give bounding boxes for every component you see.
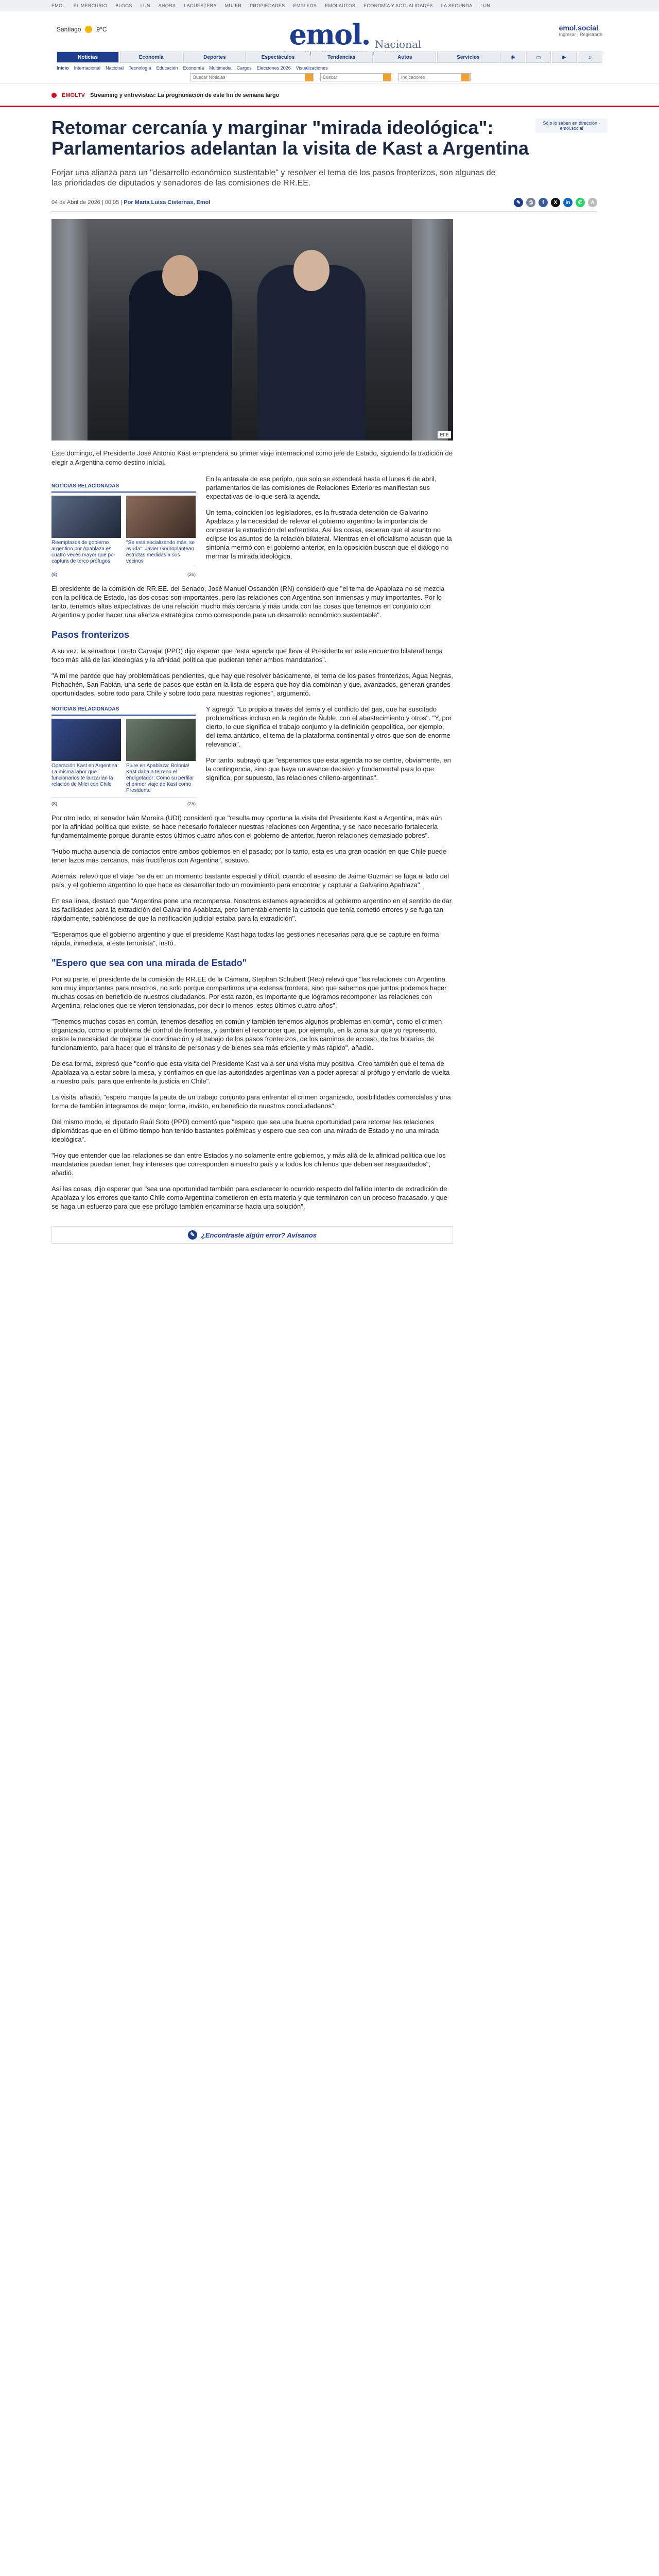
share-bar: [514, 198, 597, 207]
menu-item-noticias[interactable]: Noticias: [57, 52, 119, 63]
topnav-item[interactable]: EMOLAUTOS: [325, 3, 356, 8]
paragraph: Así las cosas, dijo esperar que "sea una oportunidad también para esclarecer lo ocurrido respecto del fallido intento de extradición de Apablaza y los errores que tanto Chile como Argentina cometieron en esta materia y que terminaron con un proceso fracasado, y que se haga un esfuerzo para que ese prófugo también encaminarse hacia una solución".: [51, 1185, 447, 1210]
topnav-item[interactable]: EL MERCURIO: [73, 3, 108, 8]
breaking-label: EMOLTV: [62, 92, 85, 98]
comment-icon[interactable]: ✎: [514, 198, 523, 207]
main-menu: [57, 52, 602, 63]
topnav-item[interactable]: AHORA: [158, 3, 176, 8]
paragraph: Por su parte, el presidente de la comisión de RR.EE de la Cámara, Stephan Schubert (Rep) relevó que "las relaciones con Argentina son muy importantes para nosotros, no solo porque compartimos una extensa frontera, sino que sabemos que juntos podemos hacer muchas cosas en beneficio de nuestros ciudadanos. Por esta razón, es importante que logramos recomponer las relaciones con Argentina, relaciones que se vieron tensionadas, por decir lo menos, estos últimos cuatro años".: [51, 975, 447, 1009]
report-error-button[interactable]: [51, 1226, 453, 1244]
chevron-down-icon[interactable]: [461, 74, 470, 81]
paragraph: "Hoy que entender que las relaciones se dan entre Estados y no solamente entre gobiernos, y más allá de la afinidad política que los mandatarios puedan tener, hay intereses que corresponden a nuestro país y a todos los chilenos que deben ser resguardados", añadió.: [51, 1151, 446, 1177]
paragraph: En esa línea, destacó que "Argentina pone una recompensa. Nosotros estamos agradecidos al gobierno argentino en el sentido de dar las facilidades para la extradición del Galvarino Apablaza, pero lamentablemente la custodia que tenía cometió errores y se fuga tan rápidamente, sabiéndose de que la notificación judicial estaba para la extradición".: [51, 897, 452, 922]
related-item[interactable]: "Se está socializando más, se ayuda": Javier Gorrioplantean estrictas medidas a sus vecinos: [126, 496, 196, 565]
topnav-item[interactable]: LUN: [480, 3, 491, 8]
article-author[interactable]: Por María Luisa Cisternas, Emol: [124, 199, 211, 206]
topnav-item[interactable]: EMPLEOS: [293, 3, 317, 8]
paragraph: Además, relevó que el viaje "se da en un momento bastante especial y difícil, cuando el asesino de Jaime Guzmán se fuga al lado del país, y el gobierno argentino lo que hace es desarrollar todo un movimiento para encontrar y capturar a Galvarino Apablaza".: [51, 872, 449, 889]
related-thumbnail[interactable]: [51, 719, 121, 761]
related-heading: NOTICIAS RELACIONADAS: [51, 705, 196, 716]
photo-column: [51, 219, 88, 440]
comment-count[interactable]: (8): [51, 801, 57, 806]
menu-item-autos[interactable]: Autos: [374, 52, 436, 63]
tv-icon[interactable]: ▭: [526, 52, 551, 63]
paragraph: Por tanto, subrayó que "esperamos que esta agenda no se centre, obviamente, en la contingencia, sino que haya un avance decisivo y fundamental para lo que significa, por supuesto, las relaciones chileno-argentinas".: [206, 756, 451, 782]
topnav-item[interactable]: MUJER: [224, 3, 242, 8]
menu-item-servicios[interactable]: Servicios: [437, 52, 499, 63]
font-size-icon[interactable]: A: [588, 198, 597, 207]
paragraph: "Hubo mucha ausencia de contactos entre ambos gobiernos en el pasado; por lo tanto, esta es una gran ocasión en que Chile puede tener lazos más cercanos, más fructíferos con Argentina", sostuvo.: [51, 848, 447, 864]
topnav-item[interactable]: EMOL: [51, 3, 65, 8]
x-icon[interactable]: X: [551, 198, 560, 207]
comment-count[interactable]: (25): [187, 801, 196, 806]
topnav-item[interactable]: ECONOMÍA Y ACTUALIDADES: [363, 3, 433, 8]
section-name: Nacional: [375, 38, 422, 50]
search-input[interactable]: Buscar Noticias: [190, 73, 314, 81]
photo-figure-head: [162, 255, 198, 296]
report-error-text: ¿Encontraste algún error? Avísanos: [201, 1231, 317, 1239]
paragraph: "Tenemos muchas cosas en común, tenemos desafíos en común y también tenemos algunos problemas en común, como el crimen organizado, como el problema de control de fronteras, y también el reconocer que, por ejemplo, en la zona sur que yo represento, existe la necesidad de mejorar la coordinación y el trabajo de los pasos fronterizos, de los caminos de acceso, de los horarios de funcionamiento, para hacer que el tránsito de personas y de bienes sea más eficiente y más rápido", añadió.: [51, 1018, 442, 1052]
photo-column: [412, 219, 448, 440]
search-input-2[interactable]: Buscar: [320, 73, 392, 81]
article-container: [51, 107, 608, 1244]
paragraph: "Esperamos que el gobierno argentino y que el presidente Kast haga todas las gestiones necesarias para que se capture en forma rápida, inmediata, a este terrorista", instó.: [51, 930, 439, 947]
linkedin-icon[interactable]: in: [563, 198, 573, 207]
submenu-item[interactable]: Educación: [156, 65, 178, 71]
sub-menu: [57, 64, 602, 72]
menu-item-deportes[interactable]: Deportes: [183, 52, 246, 63]
submenu-item[interactable]: Economía: [183, 65, 204, 71]
topnav-item[interactable]: LAGUESTERA: [184, 3, 217, 8]
site-header: [0, 11, 659, 83]
side-note[interactable]: Sólo lo saben en dirección · emol.social: [535, 118, 608, 133]
article-body: [51, 474, 453, 1244]
submenu-item[interactable]: Visualizaciones: [296, 65, 328, 71]
weather-temp: 9°C: [96, 26, 107, 33]
paragraph: Un tema, coinciden los legisladores, es la frustrada detención de Galvarino Apablaza y la necesidad de relevar el gobierno argentino la importancia de concretar la extradición del exfrentista. Así las cosas, esperan que el asunto no eclipse los asuntos de la relación bilateral. Mientras en el oficialismo acusan que la sintonía mermó con el gobierno anterior, en la oposición buscan que el diálogo no mermar la mirada ideológica.: [206, 509, 452, 560]
site-logo[interactable]: [283, 18, 376, 56]
divider: [51, 211, 597, 212]
submenu-item[interactable]: Cargos: [236, 65, 252, 71]
photo-caption: Este domingo, el Presidente José Antonio Kast emprenderá su primer viaje internacional como jefe de Estado, siguiendo la tradición de elegir a Argentina como destino inicial.: [51, 449, 453, 466]
paragraph: El presidente de la comisión de RR.EE. del Senado, José Manuel Ossandón (RN) consideró que "el tema de Apablaza no se mezcla con la política de Estado, las dos cosas son importantes, pero las relaciones con Argentina son inmensas y muy importantes. Por lo tanto, tenemos altas expectativas de una relación mucho más cercana y más unida con las cosas que tenemos en conjunto con Argentina y poder hacer una alianza estratégica como corresponde para un desarrollo económico sustentable".: [51, 585, 445, 619]
submenu-item[interactable]: Internacional: [74, 65, 101, 71]
top-navigation-strip: [0, 0, 659, 11]
photo-figure: [257, 265, 366, 440]
related-item[interactable]: Reemplazos de gobierno argentino por Apablaza es cuatro veces mayor que por captura de terco prófugos: [51, 496, 121, 565]
social-login[interactable]: [559, 24, 602, 37]
submenu-item[interactable]: Tecnología: [129, 65, 151, 71]
print-icon[interactable]: ⎙: [526, 198, 535, 207]
related-item[interactable]: Operación Kast en Argentina: La misma labor que funcionarios te lanzarían la relación de Milei con Chile: [51, 719, 121, 794]
related-news-box: [51, 705, 196, 808]
paragraph: Del mismo modo, el diputado Raúl Soto (PPD) comentó que "espero que sea una buena oportunidad para retomar las relaciones diplomáticas que en el último tiempo han tenido bastantes polémicas y espero que sea con una mirada de Estado y no una mirada ideológica".: [51, 1118, 439, 1143]
indicators-select[interactable]: Indicadores: [398, 73, 471, 81]
topnav-item[interactable]: PROPIEDADES: [250, 3, 285, 8]
topnav-item[interactable]: BLOGS: [115, 3, 132, 8]
paragraph: En la antesala de ese periplo, que solo se extenderá hasta el lunes 6 de abril, parlamentarios de las comisiones de Relaciones Exteriores manifiestan sus expectativas de lo que será la agenda.: [206, 475, 437, 500]
whatsapp-icon[interactable]: ✆: [576, 198, 585, 207]
menu-item-espectaculos[interactable]: Espectáculos: [247, 52, 309, 63]
social-title: emol.social: [559, 24, 598, 32]
paragraph: Por otro lado, el senador Iván Moreira (UDI) consideró que "resulta muy oportuna la visita del Presidente Kast a Argentina, más aún por la afinidad política que existe, se hace necesario fortalecer nuestras relaciones con Argentina, y se hace necesario fortalecerla fundamentalmente porque durante estos últimos cuatro años con el gobierno de anterior, fueron relaciones demasiado pobres".: [51, 814, 442, 839]
menu-item-tendencias[interactable]: Tendencias: [310, 52, 373, 63]
related-thumbnail[interactable]: [51, 496, 121, 538]
comment-count[interactable]: (8): [51, 572, 57, 577]
search-row: [57, 73, 602, 81]
sun-icon: [85, 26, 92, 33]
article-meta: 04 de Abril de 2026 | 00:05 | Por María Luisa Cisternas, Emol ✎ ⎙ f X in ✆ A: [51, 198, 597, 207]
search-icon[interactable]: [383, 74, 391, 81]
article-date: 04 de Abril de 2026 | 00:05: [51, 199, 119, 206]
topnav-item[interactable]: LUN: [140, 3, 150, 8]
related-news-box: [51, 482, 196, 579]
menu-item-economia[interactable]: Economía: [120, 52, 182, 63]
paragraph: A su vez, la senadora Loreto Carvajal (PPD) dijo esperar que "esta agenda que lleva el Presidente en este encuentro bilateral tenga foco más allá de las ideologías y la afinidad política que pudieran tener ambos mandatarios".: [51, 647, 443, 664]
section-heading: Pasos fronterizos: [51, 630, 130, 640]
submenu-item[interactable]: Multimedia: [209, 65, 232, 71]
pencil-icon: ✎: [188, 1230, 197, 1240]
live-dot-icon: [51, 93, 57, 98]
paragraph: La visita, añadió, "espero marque la pauta de un trabajo conjunto para enfrentar el crimen organizado, posibilidades comerciales y una forma de también integramos de mejor forma, invisto, en beneficio de nuestros conciudadanos".: [51, 1093, 451, 1110]
related-item[interactable]: Piure en Apablaza: Bolonia! Kast daba a terreno el endigotador: Cómo su perfilar el primer viaje de Kast como Presidente: [126, 719, 196, 794]
logo-text: emol.: [289, 18, 370, 51]
paragraph: "A mí me parece que hay problemáticas pendientes, que hay que resolver básicamente, el tema de los pasos fronterizos, Agua Negras, Pichachén, San Fabián, una serie de pasos que están en la lista de espera que hoy día combinan y que, avanzados, generan grandes oportunidades, sobre todo para Chile y sobre todo para nuestras regiones", argumentó.: [51, 672, 453, 697]
podcast-icon[interactable]: ♫: [578, 52, 602, 63]
article-photo[interactable]: [51, 219, 453, 440]
social-links[interactable]: Ingresar | Registrarte: [559, 32, 602, 37]
breaking-text[interactable]: Streaming y entrevistas: La programación de este fin de semana largo: [90, 92, 280, 98]
paragraph: Y agregó: "Lo propio a través del tema y el conflicto del gas, que ha suscitado problemáticas incluso en la región de Ñuble, con el abastecimiento y otros". "Y, por cierto, lo que significa el trabajo conjunto y la definición geopolítica, por ejemplo, del tema antártico, el tema de la plataforma continental y otros que son de enorme relevancia".: [206, 705, 452, 748]
paragraph: De esa forma, expresó que "confío que esta visita del Presidente Kast va a ser una visita muy positiva. Creo también que el tema de Apablaza va a estar sobre la mesa, y confiamos en que las autoridades argentinas van a poder apresar al prófugo y enviarlo de vuelta a nuestro país, para que enfrente la justicia en Chile".: [51, 1060, 450, 1085]
search-icon[interactable]: [305, 74, 313, 81]
weather-city: Santiago: [57, 26, 81, 33]
related-heading: NOTICIAS RELACIONADAS: [51, 482, 196, 493]
topnav-item[interactable]: LA SEGUNDA: [441, 3, 473, 8]
related-thumbnail[interactable]: [126, 719, 196, 761]
facebook-icon[interactable]: f: [539, 198, 548, 207]
video-icon[interactable]: ▶: [552, 52, 577, 63]
photo-figure-head: [293, 250, 330, 291]
comment-count[interactable]: (26): [187, 572, 196, 577]
submenu-item[interactable]: Inicio: [57, 65, 69, 71]
rss-icon[interactable]: ◉: [500, 52, 525, 63]
article-subtitle: Forjar una alianza para un "desarrollo económico sustentable" y resolver el tema de los pasos fronterizos, son algunas de las prioridades de diputados y senadores de las comisiones de RR.EE.: [51, 168, 496, 188]
submenu-item[interactable]: Nacional: [106, 65, 124, 71]
weather-widget[interactable]: [57, 26, 107, 33]
article-title: Retomar cercanía y marginar "mirada ideológica": Parlamentarios adelantan la visita de Kast a Argentina: [51, 117, 529, 159]
breaking-news-bar[interactable]: [0, 83, 659, 107]
related-thumbnail[interactable]: [126, 496, 196, 538]
section-heading: "Espero que sea con una mirada de Estado": [51, 958, 247, 968]
photo-credit: EFE: [438, 431, 451, 438]
submenu-item[interactable]: Elecciones 2026: [256, 65, 291, 71]
